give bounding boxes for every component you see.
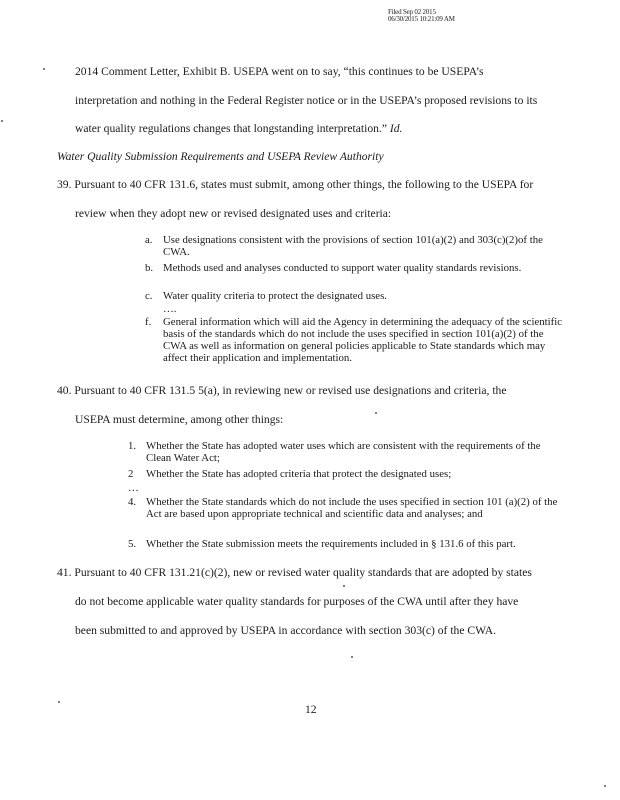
continuation-line-2: interpretation and nothing in the Federal Register notice or in the USEPA’s proposed revisions to its bbox=[75, 94, 538, 107]
list-item-text: Whether the State has adopted criteria that protect the designated uses; bbox=[146, 468, 452, 480]
list-marker: … bbox=[128, 482, 139, 494]
scan-speck bbox=[375, 412, 377, 414]
list-marker: 1. bbox=[128, 440, 137, 452]
scan-speck bbox=[351, 656, 353, 658]
paragraph-39-line-2: review when they adopt new or revised designated uses and criteria: bbox=[75, 207, 392, 220]
citation-id: Id. bbox=[389, 122, 403, 135]
list-marker: c. bbox=[145, 290, 153, 302]
paragraph-41-line-3: been submitted to and approved by USEPA in accordance with section 303(c) of the CWA. bbox=[75, 624, 497, 637]
list-item-text: Water quality criteria to protect the designated uses. bbox=[163, 290, 387, 302]
section-heading: Water Quality Submission Requirements and USEPA Review Authority bbox=[57, 150, 384, 163]
scan-speck bbox=[604, 785, 606, 787]
scan-speck bbox=[1, 120, 3, 122]
list-item-text: Use designations consistent with the provisions of section 101(a)(2) and 303(c)(2)of the CWA. bbox=[163, 234, 543, 258]
list-marker: 4. bbox=[128, 496, 137, 508]
paragraph-41-line-2: do not become applicable water quality standards for purposes of the CWA until after they have bbox=[75, 595, 519, 608]
scan-speck bbox=[58, 701, 60, 703]
scan-speck bbox=[43, 68, 45, 70]
list-item-text: General information which will aid the Agency in determining the adequacy of the scientific basis of the standards which do not include the uses specified in section 101(a)(2) of the CWA as well as information on general policies applicable to State standards which may affect their application and implementation. bbox=[163, 316, 563, 364]
stamp-line-1: Filed Sep 02 2015 bbox=[388, 8, 436, 16]
continuation-line-1: 2014 Comment Letter, Exhibit B. USEPA went on to say, “this continues to be USEPA’s bbox=[75, 65, 484, 78]
paragraph-40-line-2: USEPA must determine, among other things: bbox=[75, 413, 284, 426]
list-item-text: Methods used and analyses conducted to support water quality standards revisions. bbox=[163, 262, 522, 274]
list-marker: 2 bbox=[128, 468, 134, 480]
list-item-text: Whether the State standards which do not include the uses specified in section 101 (a)(2) of the Act are based upon appropriate technical and scientific data and analyses; and bbox=[146, 496, 558, 520]
page-number: 12 bbox=[305, 703, 317, 716]
list-marker: 5. bbox=[128, 538, 137, 550]
paragraph-41-line-1: 41. Pursuant to 40 CFR 131.21(c)(2), new or revised water quality standards that are adopted by states bbox=[57, 566, 532, 579]
list-marker: b. bbox=[145, 262, 154, 274]
scan-speck bbox=[343, 585, 345, 587]
filing-stamp bbox=[388, 9, 455, 23]
stamp-line-2: 06/30/2015 10:21:09 AM bbox=[388, 15, 455, 23]
list-item-text: Whether the State has adopted water uses which are consistent with the requirements of the Clean Water Act; bbox=[146, 440, 541, 464]
continuation-line-3 bbox=[75, 122, 402, 135]
list-marker: f. bbox=[145, 316, 152, 328]
paragraph-39-line-1: 39. Pursuant to 40 CFR 131.6, states must submit, among other things, the following to the USEPA for bbox=[57, 178, 534, 191]
list-item-text: …. bbox=[163, 303, 177, 315]
continuation-line-3-text: water quality regulations changes that longstanding interpretation.” bbox=[75, 122, 387, 135]
list-marker: a. bbox=[145, 234, 153, 246]
paragraph-40-line-1: 40. Pursuant to 40 CFR 131.5 5(a), in reviewing new or revised use designations and criteria, the bbox=[57, 384, 507, 397]
list-item-text: Whether the State submission meets the requirements included in § 131.6 of this part. bbox=[146, 538, 516, 550]
